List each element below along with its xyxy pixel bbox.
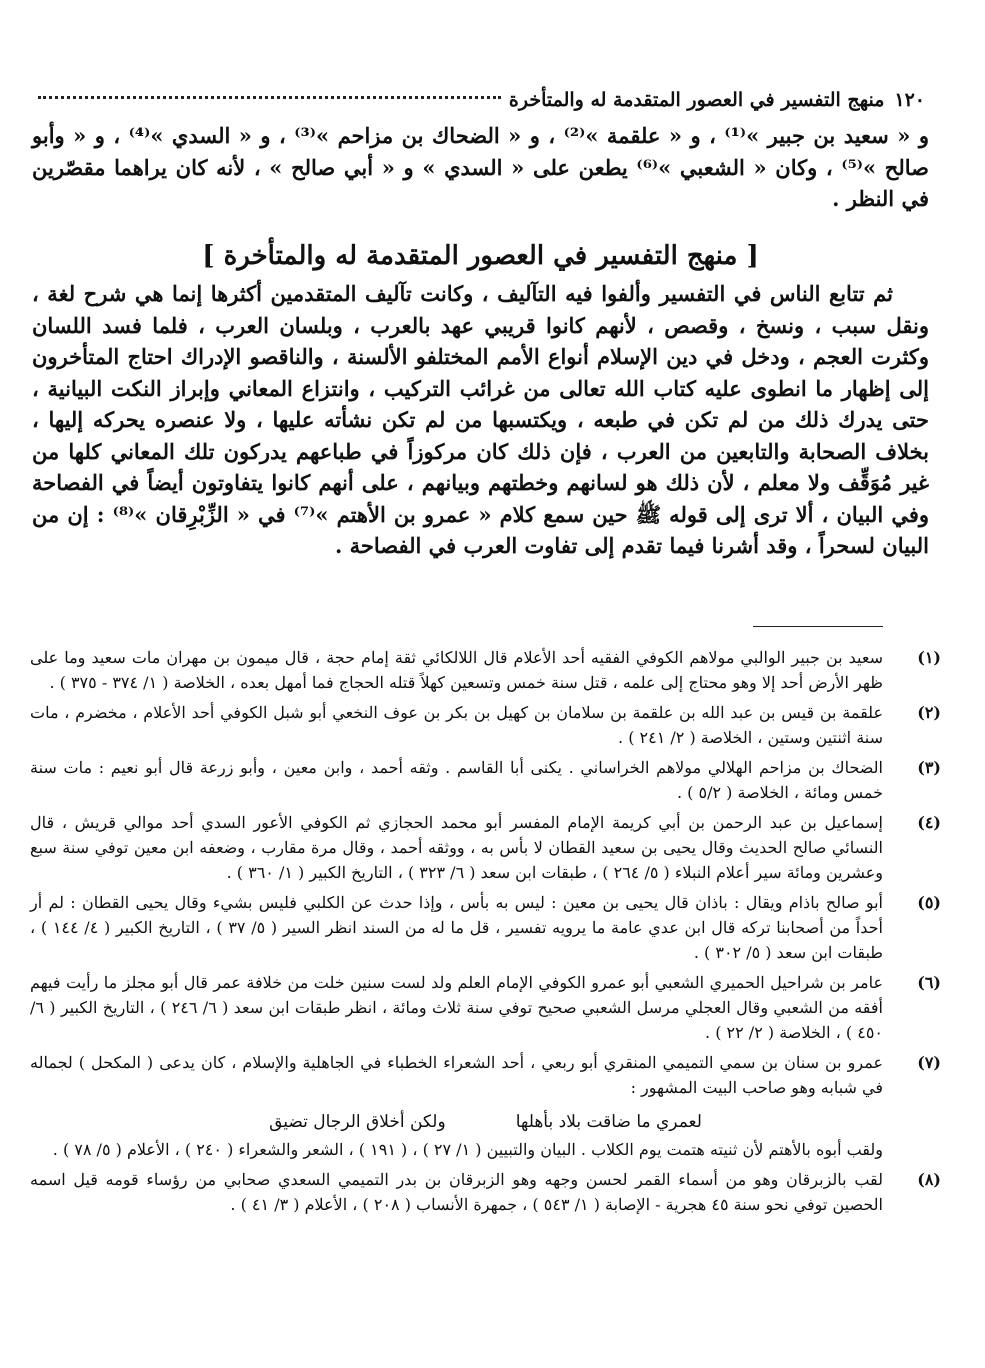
footnote-number: (٣)	[917, 758, 941, 777]
poem-hemistich-1: لعمري ما ضاقت بلاد بأهلها	[515, 1112, 702, 1132]
intro-paragraph: و « سعيد بن جبير »⁽¹⁾ ، و « علقمة »⁽²⁾ ، و « الضحاك بن مزاحم »⁽³⁾ ، و « السدي »⁽⁴⁾ ، و « وأبو صالح »⁽⁵⁾ ، وكان « الشعبي »⁽⁶⁾ يطعن على « السدي » و « أبي صالح » ، لأنه كان يراهما مقصّرين في النظر .	[32, 123, 929, 211]
body-paragraph: ثم تتابع الناس في التفسير وألفوا فيه التآليف ، وكانت تآليف المتقدمين أكثرها إنما هي شرح لغة ، ونقل سبب ، ونسخ ، وقصص ، لأنهم كانوا قريبي عهد بالعرب ، وبلسان العرب ، فلما فسد اللسان وكثرت العجم ، ودخل في دين الإسلام أنواع الأمم المختلفو الألسنة ، والناقصو الإدراك احتاج المتأخرون إلى إظهار ما انطوى عليه كتاب الله تعالى من غرائب التركيب ، وانتزاع المعاني وإبراز النكت البيانية ، حتى يدرك ذلك من لم تكن في طبعه ، ويكتسبها من لم تكن نشأته عليها ، ولا عنصره يحركه إليها ، بخلاف الصحابة والتابعين من العرب ، فإن ذلك كان مركوزاً في طباعهم يدركون تلك المعاني كلها من غير مُوَقِّف ولا معلم ، لأن ذلك هو لسانهم وخطتهم وبيانهم ، على أنهم كانوا يتفاوتون أيضاً في الفصاحة وفي البيان ، ألا ترى إلى قوله ﷺ حين سمع كلام « عمرو بن الأهتم »⁽⁷⁾ في « الزِّبْرِقان »⁽⁸⁾ : إن من البيان لسحراً ، وقد أشرنا فيما تقدم إلى تفاوت العرب في الفصاحة .	[32, 281, 930, 558]
footnote-text: علقمة بن قيس بن عبد الله بن علقمة بن سلامان بن كهيل بن بكر بن عوف النخعي أبو شبل الكوفي أحد الأعلام ، مخضرم ، مات سنة اثنتين وستين ، الخلاصة ( ٢/ ٢٤١ ) .	[30, 703, 883, 747]
section-title: [ منهج التفسير في العصور المتقدمة له والمتأخرة ]	[202, 240, 759, 271]
footnote-separator	[753, 626, 883, 627]
footnote-text: عمرو بن سنان بن سمي التميمي المنقري أبو ربعي ، أحد الشعراء الخطباء في الجاهلية والإسلام ، كان يدعى ( المكحل ) لجماله في شبابه وهو صاحب البيت المشهور :	[30, 1053, 883, 1097]
footnote-text: لقب بالزبرقان وهو من أسماء القمر لحسن وجهه وهو الزبرقان بن بدر التميمي السعدي صحابي من رؤساء قومه قيل اسمه الحصين توفي نحو سنة ٤٥ هجرية - الإصابة ( ١/ ٥٤٣ ) ، جمهرة الأنساب ( ٢٠٨ ) ، الأعلام ( ٣/ ٤١ ) .	[30, 1170, 883, 1214]
footnote-4	[30, 810, 941, 885]
page-header	[30, 84, 925, 116]
footnote-text: سعيد بن جبير الوالبي مولاهم الكوفي الفقيه أحد الأعلام قال اللالكائي ثقة إمام حجة ، قال ميمون بن مهران مات سعيد وما على ظهر الأرض أحد إلا وهو محتاج إلى علمه ، قتل سنة خمس وتسعين كهلاً قتله الحجاج فما أمهل بعده ، الخلاصة ( ١/ ٣٧٤ - ٣٧٥ ) .	[30, 648, 883, 692]
running-title: منهج التفسير في العصور المتقدمة له والمتأخرة	[508, 89, 885, 111]
footnote-text: إسماعيل بن عبد الرحمن بن أبي كريمة الإمام المفسر أبو محمد الحجازي ثم الكوفي الأعور السدي أحد موالي قريش ، قال النسائي صالح الحديث وقال يحيى بن سعيد القطان لا بأس به ، ووثقه أحمد ، وقال مرة مقارب ، وضعفه ابن معين توفي سنة سبع وعشرين ومائة سير أعلام النبلاء ( ٥/ ٢٦٤ ) ، طبقات ابن سعد ( ٦/ ٣٢٣ ) ، التاريخ الكبير ( ١/ ٣٦٠ ) .	[30, 813, 883, 882]
footnote-number: (٢)	[917, 703, 941, 722]
footnote-body	[30, 1050, 883, 1162]
poem-hemistich-2: ولكن أخلاق الرجال تضيق	[269, 1112, 446, 1132]
footnote-2	[30, 700, 941, 750]
footnote-text: أبو صالح باذام ويقال : باذان قال يحيى بن معين : ليس به بأس ، وإذا حدث عن الكلبي فليس بشيء وقال يحيى القطان : لم أر أحداً من أصحابنا تركه قال ابن عدي عامة ما يرويه تفسير ، قل ما له من السند انظر السير ( ٥/ ٣٧ ) ، التاريخ الكبير ( ٤/ ١٤٤ ) ، طبقات ابن سعد ( ٥/ ٣٠٢ ) .	[30, 893, 883, 962]
footnote-5	[30, 890, 941, 965]
footnote-number: (٨)	[917, 1170, 941, 1189]
footnote-1	[30, 645, 941, 695]
footnote-number: (٤)	[917, 813, 941, 832]
footnote-number: (٦)	[917, 973, 941, 992]
footnote-3	[30, 755, 941, 805]
poem-verse	[88, 1110, 883, 1135]
footnote-6	[30, 970, 941, 1045]
header-dotted-leader	[38, 96, 501, 99]
footnote-8	[30, 1167, 941, 1217]
footnote-number: (٧)	[917, 1053, 941, 1072]
page-number: ١٢٠	[894, 89, 925, 111]
footnote-text: عامر بن شراحيل الحميري الشعبي أبو عمرو الكوفي الإمام العلم ولد لست سنين خلت من خلافة عمر قال أبو مجلز ما رأيت فيهم أفقه من الشعبي وقال العجلي مرسل الشعبي صحيح توفي سنة ثلاث ومائة ، انظر طبقات ابن سعد ( ٦/ ٢٤٦ ) ، التاريخ الكبير ( ٦/ ٤٥٠ ) ، الخلاصة ( ٢/ ٢٢ ) .	[30, 973, 883, 1042]
footnote-number: (٥)	[917, 893, 941, 912]
footnote-text-continued: ولقب أبوه بالأهتم لأن ثنيته هتمت يوم الكلاب . البيان والتبيين ( ١/ ٢٧ ) ، ( ١٩١ ) ، الشعر والشعراء ( ٢٤٠ ) ، الأعلام ( ٥/ ٧٨ ) .	[52, 1140, 883, 1159]
footnote-text: الضحاك بن مزاحم الهلالي مولاهم الخراساني . يكنى أبا القاسم . وثقه أحمد ، وابن معين ، وأبو زرعة قال أبو نعيم : مات سنة خمس ومائة ، الخلاصة ( ٥/٢ ) .	[30, 758, 883, 802]
footnote-7	[30, 1050, 941, 1162]
footnotes	[30, 645, 941, 1222]
main-text	[32, 120, 929, 562]
footnote-number: (١)	[917, 648, 941, 667]
